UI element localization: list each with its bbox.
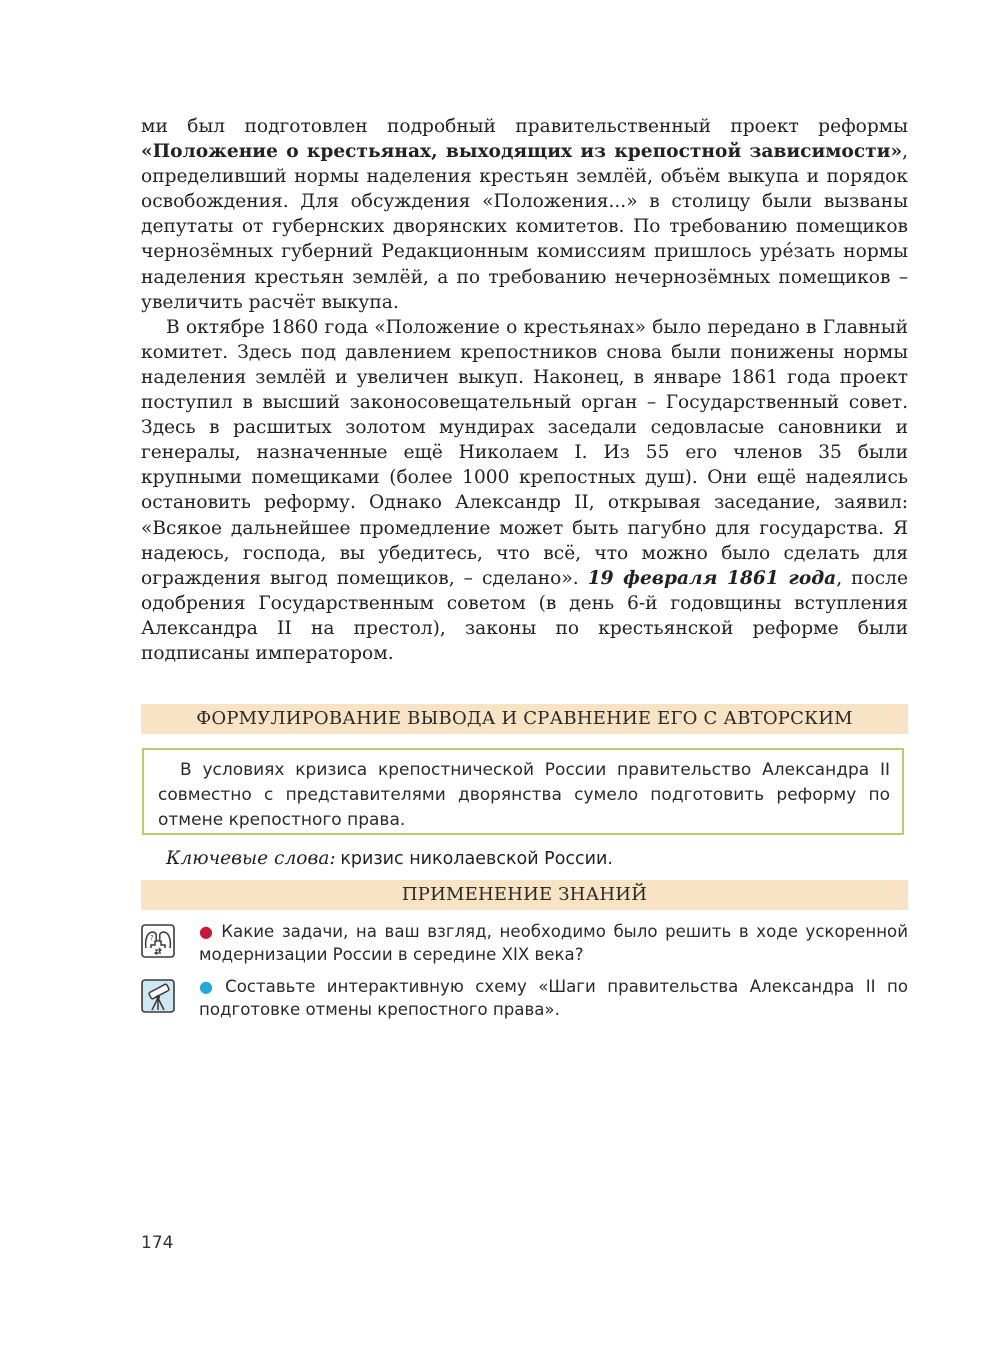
bullet-icon: ● [199, 922, 216, 941]
paragraph-1 [141, 114, 908, 315]
section-heading-application: ПРИМЕНЕНИЕ ЗНАНИЙ [141, 880, 908, 910]
keywords-label: Ключевые слова: [166, 848, 336, 869]
conclusion-box: В условиях кризиса крепостнической России правительство Александра II совместно с представителями дворянства сумело подготовить реформу по отмене крепостного права. [142, 748, 904, 835]
paragraph-2 [141, 315, 908, 666]
svg-text:?: ? [150, 934, 154, 942]
section-heading-conclusion: ФОРМУЛИРОВАНИЕ ВЫВОДА И СРАВНЕНИЕ ЕГО С АВТОРСКИМ [141, 704, 908, 734]
thinking-heads-icon [141, 924, 175, 958]
paragraph-2-start: В октябре 1860 года «Положение о крестьянах» было передано в Главный комитет. Здесь под давлением крепостников снова были понижены нормы наделения землёй и увеличен выкуп. Наконец, в январе 1861 года проект поступил в высший законосовещательный орган – Государственный совет. Здесь в расшитых золотом мундирах заседали седовласые сановники и генералы, назначенные ещё Николаем I. Из 55 его членов 35 были крупными помещиками (более 1000 крепостных душ). Они ещё надеялись остановить реформу. Однако Александр II, открывая заседание, заявил: «Всякое дальнейшее промедление может быть пагубно для государства. Я надеюсь, господа, вы убедитесь, что всё, что можно было сделать для ограждения выгод помещиков, – сделано». [141, 316, 908, 589]
task-2-text: Составьте интерактивную схему «Шаги правительства Александра II по подготовке отмены крепостного права». [199, 977, 908, 1019]
reform-date: 19 февраля 1861 года [587, 567, 837, 589]
page-number: 174 [141, 1233, 174, 1253]
bullet-icon: ● [199, 977, 220, 996]
task-item [141, 975, 908, 1021]
document-title-bold: «Положение о крестьянах, выходящих из крепостной зависимости» [141, 141, 903, 163]
paragraph-1-end: , определивший нормы наделения крестьян землёй, объём выкупа и порядок освобождения. Для обсуждения «Положения...» в столицу были вызваны депутаты от губернских дворянских комитетов. По требованию помещиков чернозёмных губерний Редакционным комиссиям пришлось уре́зать нормы наделения крестьян землёй, а по требованию нечернозёмных помещиков – увеличить расчёт выкупа. [141, 141, 908, 313]
task-item [141, 920, 908, 966]
paragraph-2-end: , после одобрения Государственным советом (в день 6-й годовщины вступления Александра II на престол), законы по крестьянской реформе были подписаны императором. [141, 567, 908, 664]
telescope-icon [141, 979, 175, 1013]
keywords-line [166, 846, 906, 872]
task-text [199, 920, 908, 966]
keywords-value: кризис николаевской России. [340, 849, 613, 869]
task-text [199, 975, 908, 1021]
paragraph-1-start: ми был подготовлен подробный правительственный проект реформы [141, 116, 908, 137]
main-text [141, 114, 908, 666]
task-1-text: Какие задачи, на ваш взгляд, необходимо было решить в ходе ускоренной модернизации России в середине XIX века? [199, 922, 908, 964]
